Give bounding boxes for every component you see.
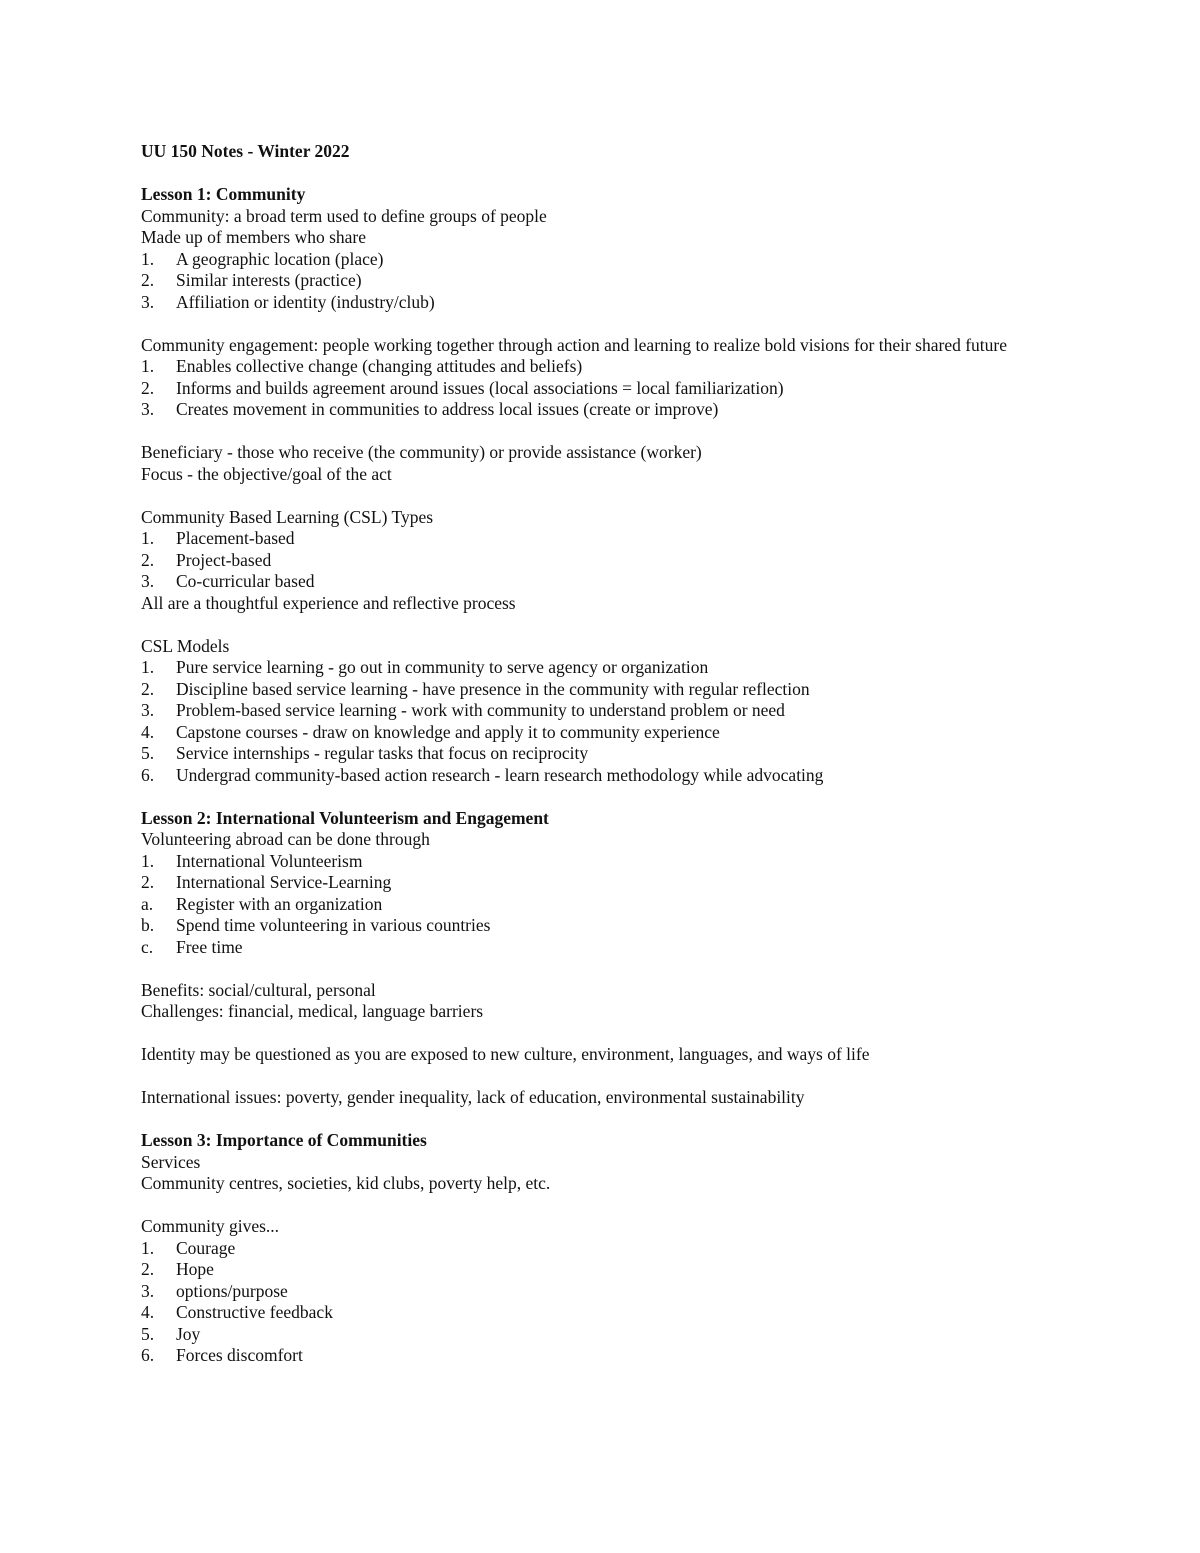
csl-models-list: [141, 657, 1041, 786]
list-marker: 2.: [141, 872, 155, 892]
csl-types-note: All are a thoughtful experience and reflective process: [141, 592, 516, 613]
list-item-text: Hope: [176, 1259, 214, 1279]
list-item-text: Problem-based service learning - work with community to understand problem or need: [176, 700, 785, 720]
list-marker: 3.: [141, 399, 155, 419]
list-item: [141, 1238, 1041, 1260]
list-marker: 1.: [141, 248, 155, 269]
list-item-text: Capstone courses - draw on knowledge and apply it to community experience: [176, 721, 720, 742]
list-item: [141, 571, 1041, 593]
list-item-text: Register with an organization: [176, 893, 383, 914]
beneficiary-definition: Beneficiary - those who receive (the community) or provide assistance (worker): [141, 442, 702, 462]
lesson1-heading: Lesson 1: Community: [141, 184, 306, 204]
list-marker: 2.: [141, 270, 155, 290]
list-item: [141, 1324, 1041, 1346]
list-item-text: Undergrad community-based action research - learn research methodology while advocating: [176, 764, 824, 785]
list-marker: 1.: [141, 1237, 155, 1258]
community-gives-intro: Community gives...: [141, 1216, 280, 1236]
list-marker: 2.: [141, 377, 155, 398]
list-item: [141, 356, 1041, 378]
list-item-text: Informs and builds agreement around issues (local associations = local familiarization): [176, 377, 784, 398]
csl-models-heading: CSL Models: [141, 635, 230, 656]
list-item-text: Enables collective change (changing attitudes and beliefs): [176, 356, 583, 376]
challenges-line: Challenges: financial, medical, language barriers: [141, 1001, 484, 1021]
engagement-list: [141, 356, 1041, 421]
list-item-text: Discipline based service learning - have presence in the community with regular reflection: [176, 678, 810, 699]
list-marker: 3.: [141, 700, 155, 720]
list-marker: 2.: [141, 1259, 155, 1279]
list-marker: 1.: [141, 356, 155, 376]
list-item: [141, 550, 1041, 572]
lesson2-heading: Lesson 2: International Volunteerism and Engagement: [141, 807, 549, 828]
international-issues-line: International issues: poverty, gender inequality, lack of education, environmental sustainability: [141, 1087, 805, 1107]
community-gives-list: [141, 1238, 1041, 1367]
list-item: [141, 872, 1041, 894]
volunteering-list: [141, 851, 1041, 959]
list-item-text: Free time: [176, 936, 243, 957]
list-marker: 1.: [141, 657, 155, 677]
list-marker: 4.: [141, 1302, 155, 1322]
list-item-text: Forces discomfort: [176, 1345, 303, 1365]
list-item: [141, 743, 1041, 765]
members-list: [141, 249, 1041, 314]
list-marker: a.: [141, 893, 154, 914]
list-item: [141, 1302, 1041, 1324]
list-item: [141, 722, 1041, 744]
list-item-text: options/purpose: [176, 1280, 288, 1301]
list-item-text: Placement-based: [176, 528, 295, 548]
list-marker: 1.: [141, 528, 155, 548]
list-item-text: Pure service learning - go out in community to serve agency or organization: [176, 657, 709, 677]
list-item-text: Similar interests (practice): [176, 270, 362, 290]
benefits-line: Benefits: social/cultural, personal: [141, 979, 376, 1000]
list-item: [141, 937, 1041, 959]
list-marker: 3.: [141, 291, 155, 312]
engagement-definition: Community engagement: people working together through action and learning to realize bold visions for their shared future: [141, 334, 1008, 355]
list-item: [141, 851, 1041, 873]
members-intro: Made up of members who share: [141, 227, 367, 247]
list-marker: 1.: [141, 850, 155, 871]
list-item: [141, 399, 1041, 421]
document-title: UU 150 Notes - Winter 2022: [141, 141, 350, 161]
list-item-text: A geographic location (place): [176, 248, 384, 269]
list-item-text: International Service-Learning: [176, 872, 392, 892]
list-marker: 2.: [141, 678, 155, 699]
list-item-text: Spend time volunteering in various countries: [176, 915, 491, 935]
list-marker: 6.: [141, 1345, 155, 1365]
list-item: [141, 270, 1041, 292]
list-item-text: Courage: [176, 1237, 236, 1258]
list-item-text: Service internships - regular tasks that focus on reciprocity: [176, 743, 589, 763]
volunteering-intro: Volunteering abroad can be done through: [141, 829, 430, 849]
community-definition: Community: a broad term used to define groups of people: [141, 205, 547, 226]
list-marker: b.: [141, 915, 155, 935]
list-marker: 3.: [141, 571, 155, 591]
list-marker: 5.: [141, 1323, 155, 1344]
list-item: [141, 894, 1041, 916]
document-page: [141, 141, 1041, 1367]
list-item: [141, 915, 1041, 937]
list-item-text: Joy: [176, 1323, 201, 1344]
list-item-text: Creates movement in communities to address local issues (create or improve): [176, 399, 719, 419]
list-item: [141, 700, 1041, 722]
list-item: [141, 765, 1041, 787]
services-list: Community centres, societies, kid clubs, poverty help, etc.: [141, 1173, 551, 1193]
lesson3-heading: Lesson 3: Importance of Communities: [141, 1130, 427, 1150]
csl-types-heading: Community Based Learning (CSL) Types: [141, 506, 434, 527]
list-item: [141, 1281, 1041, 1303]
list-item: [141, 1345, 1041, 1367]
list-item: [141, 292, 1041, 314]
list-marker: c.: [141, 936, 154, 957]
list-marker: 4.: [141, 721, 155, 742]
list-item: [141, 249, 1041, 271]
list-item-text: Project-based: [176, 549, 272, 570]
list-item-text: International Volunteerism: [176, 850, 363, 871]
list-item: [141, 657, 1041, 679]
services-label: Services: [141, 1151, 201, 1172]
list-item: [141, 1259, 1041, 1281]
list-item: [141, 679, 1041, 701]
identity-line: Identity may be questioned as you are exposed to new culture, environment, languages, and ways of life: [141, 1044, 870, 1064]
list-marker: 2.: [141, 549, 155, 570]
list-marker: 3.: [141, 1280, 155, 1301]
list-item-text: Affiliation or identity (industry/club): [176, 291, 435, 312]
list-item-text: Constructive feedback: [176, 1302, 333, 1322]
list-item: [141, 528, 1041, 550]
focus-definition: Focus - the objective/goal of the act: [141, 463, 392, 484]
list-marker: 5.: [141, 743, 155, 763]
csl-types-list: [141, 528, 1041, 593]
list-item-text: Co-curricular based: [176, 571, 315, 591]
list-marker: 6.: [141, 764, 155, 785]
list-item: [141, 378, 1041, 400]
